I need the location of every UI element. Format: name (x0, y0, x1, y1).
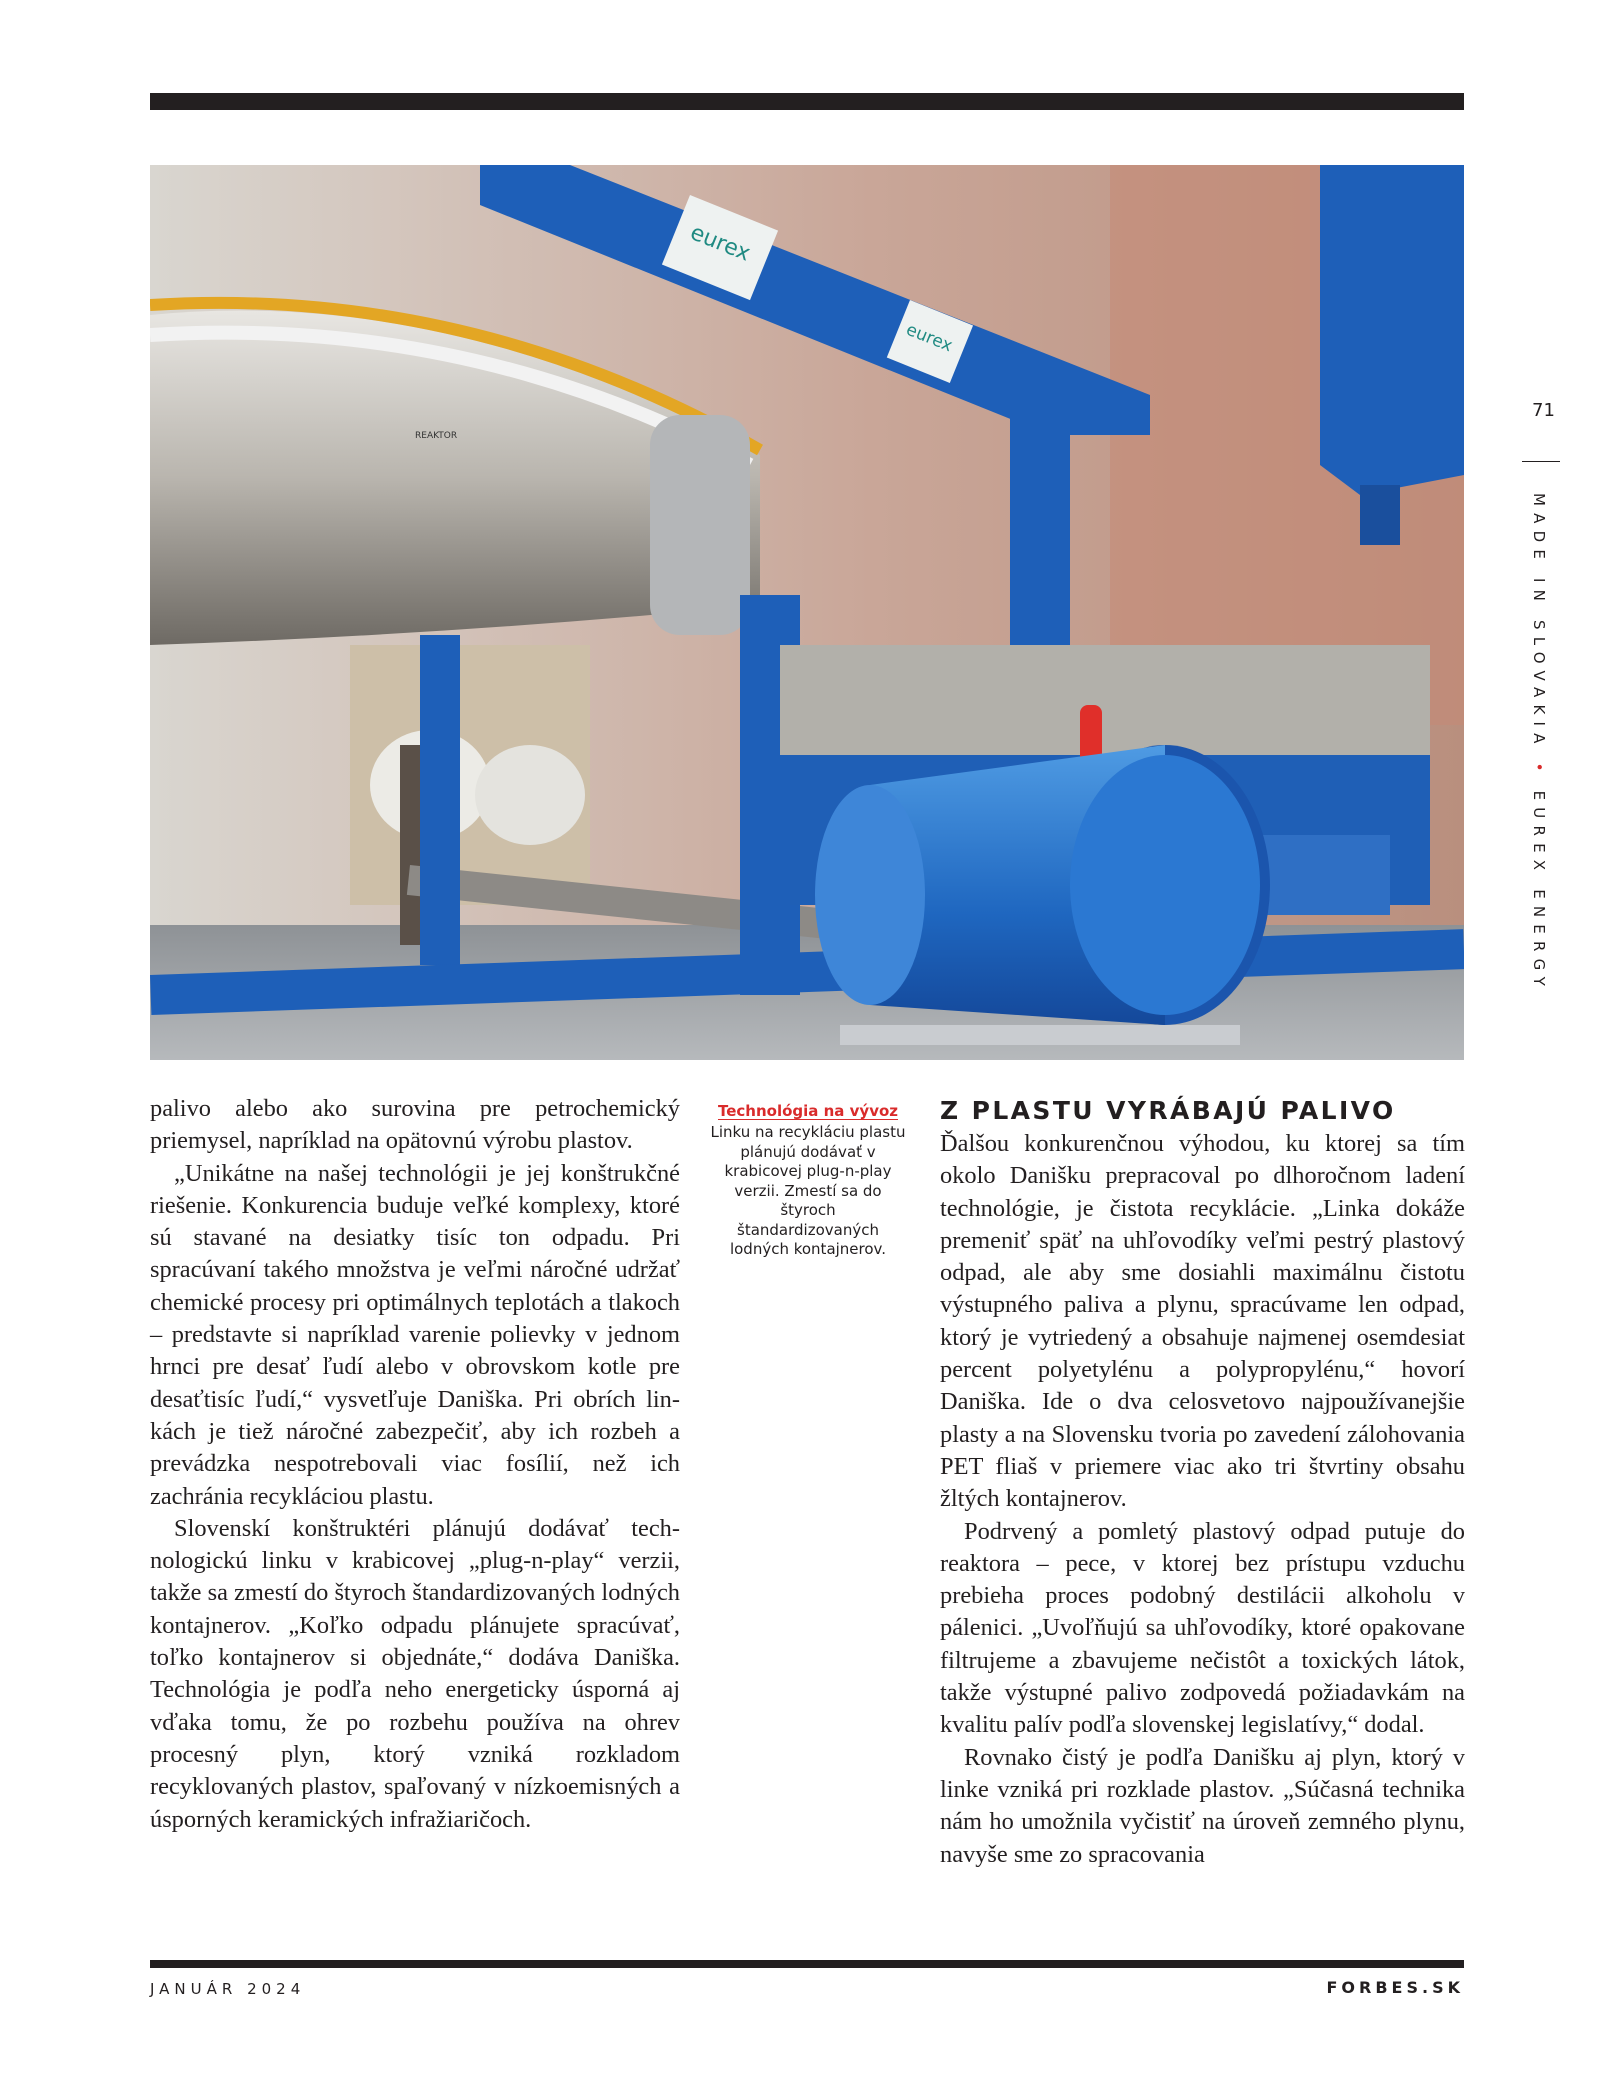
paragraph: Podrvený a pomletý plastový odpad putuje do reaktora – pece, v ktorej bez prístupu vzduchu prebieha proces podobný destilácii alkoholu v pálenici. „Uvoľňujú sa uhľovodíky, ktoré opakovane filtrujeme a zbavujeme nečistôt a toxických látok, takže výstupné palivo zodpovedá požiadavkám na kvalitu palív podľa slovenskej legislatívy,“ dodal. (940, 1517, 1465, 1739)
bottom-rule (150, 1960, 1464, 1968)
caption-body: Linku na recykláciu plastu plánujú dodávať v krabicovej plug-n-play verzii. Zmestí sa do štyroch štandardizovaných lodných kontajnerov. (710, 1123, 906, 1258)
caption-title: Technológia na vývoz (717, 1102, 899, 1120)
section-heading: Z PLASTU VYRÁBAJÚ PALIVO (940, 1096, 1396, 1125)
paragraph: Ďalšou konkurenčnou výhodou, ku ktorej sa tím okolo Danišku prepracoval po dlhoročnom ladení technológie, je čistota recyklácie. „Linka dokáže premeniť späť na uhľovodíky veľmi pestrý plastový odpad, ale aby sme dosiahli maximálnu čistotu výstupného paliva a plynu, spracúvame len odpad, ktorý je vytriedený a obsahuje najmenej osemdesiat percent polyetylénu a polypropylénu,“ hovorí Daniška. Ide o dva celosvetovo najpoužívanejšie plasty a na Slovensku tvoria po zavedení zálohovania PET fliaš v priemere viac ako tri štvrtiny obsahu žltých kontajnerov. (940, 1130, 1465, 1513)
photo-caption (708, 1101, 908, 1260)
paragraph: Slovenskí konštruktéri plánujú dodávať technologickú linku v krabicovej „plug-n-play“ verzii, takže sa zmestí do štyroch štandardizovaných lodných kontajnerov. „Koľko odpadu plánujete spracúvať, toľko kontajnerov si objednáte,“ dodáva Daniška. Technológia je podľa neho energeticky úsporná aj vďaka tomu, že po rozbehu používa na ohrev procesný plyn, ktorý vzniká rozkladom recyklovaných plastov, spaľovaný v nízkoemisných a úsporných keramických infražiaričoch. (150, 1514, 680, 1833)
photo-illustration (150, 165, 1464, 1060)
footer-issue: JANUÁR 2024 (150, 1980, 306, 1998)
article-column-left (150, 1093, 680, 1836)
page-number-rule (1522, 461, 1560, 462)
top-rule (150, 93, 1464, 110)
side-label-part2: EUREX ENERGY (1530, 790, 1548, 994)
svg-text:eurex: eurex (903, 319, 956, 357)
svg-text:eurex: eurex (686, 220, 754, 267)
paragraph: Rovnako čistý je podľa Danišku aj plyn, ktorý v linke vzniká pri rozklade plastov. „Súčasná technika nám ho umožnila vyčistiť na úroveň zemného plynu, navyše sme zo spracovania (940, 1743, 1465, 1868)
section-side-label (1530, 493, 1548, 993)
svg-text:REAKTOR: REAKTOR (415, 431, 458, 441)
paragraph: „Unikátne na našej technológii je jej konštrukčné riešenie. Konkurencia buduje veľké komplexy, ktoré sú stavané na desiatky tisíc ton odpadu. Pri spracúvaní takého množstva je veľmi náročné udržať chemické procesy pri optimálnych teplotách a tlakoch – predstavte si napríklad varenie polievky v jednom hrnci pre desať ľudí alebo v obrovskom kotle pre desaťtisíc ľudí,“ vysvetľuje Daniška. Pri obrích linkách je tiež náročné zabezpečiť, aby ich rozbeh a prevádzka nespotrebovali viac fosílií, než ich zachránia recykláciou plastu. (150, 1159, 680, 1510)
bullet-dot-icon: • (1530, 762, 1548, 779)
paragraph: palivo alebo ako surovina pre petrochemický priemysel, napríklad na opätovnú výrobu plastov. (150, 1095, 680, 1155)
article-column-right (940, 1128, 1465, 1871)
page-number: 71 (1532, 400, 1555, 421)
side-label-part1: MADE IN SLOVAKIA (1530, 493, 1548, 751)
footer-website[interactable]: FORBES.SK (1326, 1978, 1464, 1997)
article-photo (150, 165, 1464, 1060)
